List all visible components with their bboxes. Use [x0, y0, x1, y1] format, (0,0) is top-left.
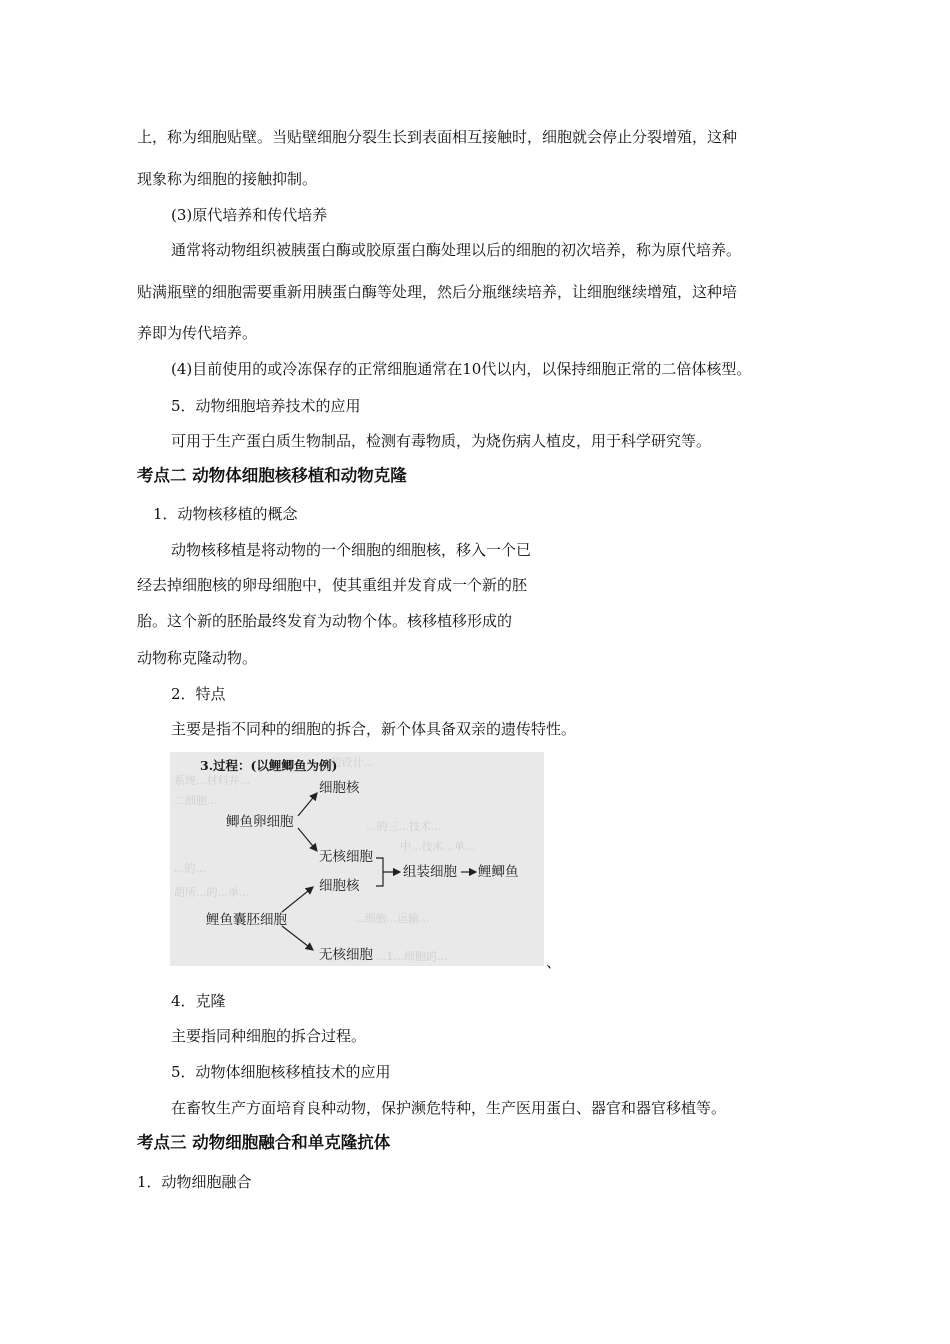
figure-background-text: 系统...材料并... — [174, 774, 250, 787]
figure-trailing-mark: 、 — [546, 953, 562, 971]
figure-background-text: ...1...细胞的... — [376, 950, 448, 963]
label-blastula-cell: 鲤鱼囊胚细胞 — [206, 912, 287, 928]
paragraph-line: 在畜牧生产方面培育良种动物，保护濒危特种，生产医用蛋白、器官和器官移植等。 — [171, 1099, 727, 1117]
figure-background-text: ...的三...技术... — [366, 820, 442, 833]
arrow-egg-to-nucleus — [298, 793, 317, 816]
section-heading: 考点二 动物体细胞核移植和动物克隆 — [137, 466, 407, 485]
figure-title: 3.过程：(以鲤鲫鱼为例) — [200, 758, 338, 773]
label-enucleated-bottom: 无核细胞 — [319, 947, 373, 963]
label-result: 鲤鲫鱼 — [478, 864, 519, 880]
paragraph-line: (4)目前使用的或冷冻保存的正常细胞通常在10代以内，以保持细胞正常的二倍体核型。 — [171, 360, 752, 378]
figure-background-text: ...的设计... — [320, 756, 374, 769]
label-egg-cell: 鲫鱼卵细胞 — [226, 814, 294, 830]
merge-bracket — [376, 858, 383, 886]
label-assembled-cell: 组装细胞 — [403, 864, 457, 880]
label-nucleus-mid: 细胞核 — [319, 878, 360, 894]
paragraph-line: 贴满瓶壁的细胞需要重新用胰蛋白酶等处理，然后分瓶继续培养，让细胞继续增殖，这种培 — [137, 283, 738, 301]
paragraph-line: 可用于生产蛋白质生物制品，检测有毒物质，为烧伤病人植皮，用于科学研究等。 — [171, 432, 712, 450]
figure-background-text: ...细胞...运输... — [354, 912, 430, 925]
section-item: 5．动物体细胞核移植技术的应用 — [171, 1063, 391, 1081]
paragraph-line: 动物核移植是将动物的一个细胞的细胞核，移入一个已 — [171, 541, 532, 559]
paragraph-line: 动物称克隆动物。 — [137, 649, 258, 667]
paragraph-line: 养即为传代培养。 — [137, 324, 258, 342]
figure-background-text: ...的... — [174, 862, 206, 875]
arrow-blastula-to-enucleated — [282, 926, 313, 950]
arrow-blastula-to-nucleus — [282, 887, 313, 912]
paragraph-line: 主要是指不同种的细胞的拆合，新个体具备双亲的遗传特性。 — [171, 720, 577, 738]
section-item: 5．动物细胞培养技术的应用 — [171, 397, 361, 415]
arrow-egg-to-enucleated — [298, 828, 317, 851]
paragraph-line: 通常将动物组织被胰蛋白酶或胶原蛋白酶处理以后的细胞的初次培养，称为原代培养。 — [171, 241, 742, 259]
paragraph-line: 上，称为细胞贴壁。当贴壁细胞分裂生长到表面相互接触时，细胞就会停止分裂增殖，这种 — [137, 128, 738, 146]
paragraph-line: 主要指同种细胞的拆合过程。 — [171, 1027, 367, 1045]
section-item: 1．动物细胞融合 — [137, 1173, 252, 1191]
figure-background-text: 中...技术...单... — [400, 840, 476, 853]
label-enucleated-top: 无核细胞 — [319, 849, 373, 865]
label-nucleus-top: 细胞核 — [319, 780, 360, 796]
section-heading: 考点三 动物细胞融合和单克隆抗体 — [137, 1133, 391, 1152]
figure-background-text: 胡所...的...单... — [174, 886, 250, 899]
section-item: 1．动物核移植的概念 — [153, 505, 298, 523]
section-item: 2．特点 — [171, 685, 226, 703]
figure-background-text: 二细胞... — [174, 794, 218, 807]
section-item: 4．克隆 — [171, 992, 226, 1010]
paragraph-line: 经去掉细胞核的卵母细胞中，使其重组并发育成一个新的胚 — [137, 576, 528, 594]
process-figure — [170, 752, 544, 966]
section-item: (3)原代培养和传代培养 — [171, 206, 328, 224]
paragraph-line: 现象称为细胞的接触抑制。 — [137, 170, 318, 188]
paragraph-line: 胎。这个新的胚胎最终发育为动物个体。核移植移形成的 — [137, 612, 513, 630]
